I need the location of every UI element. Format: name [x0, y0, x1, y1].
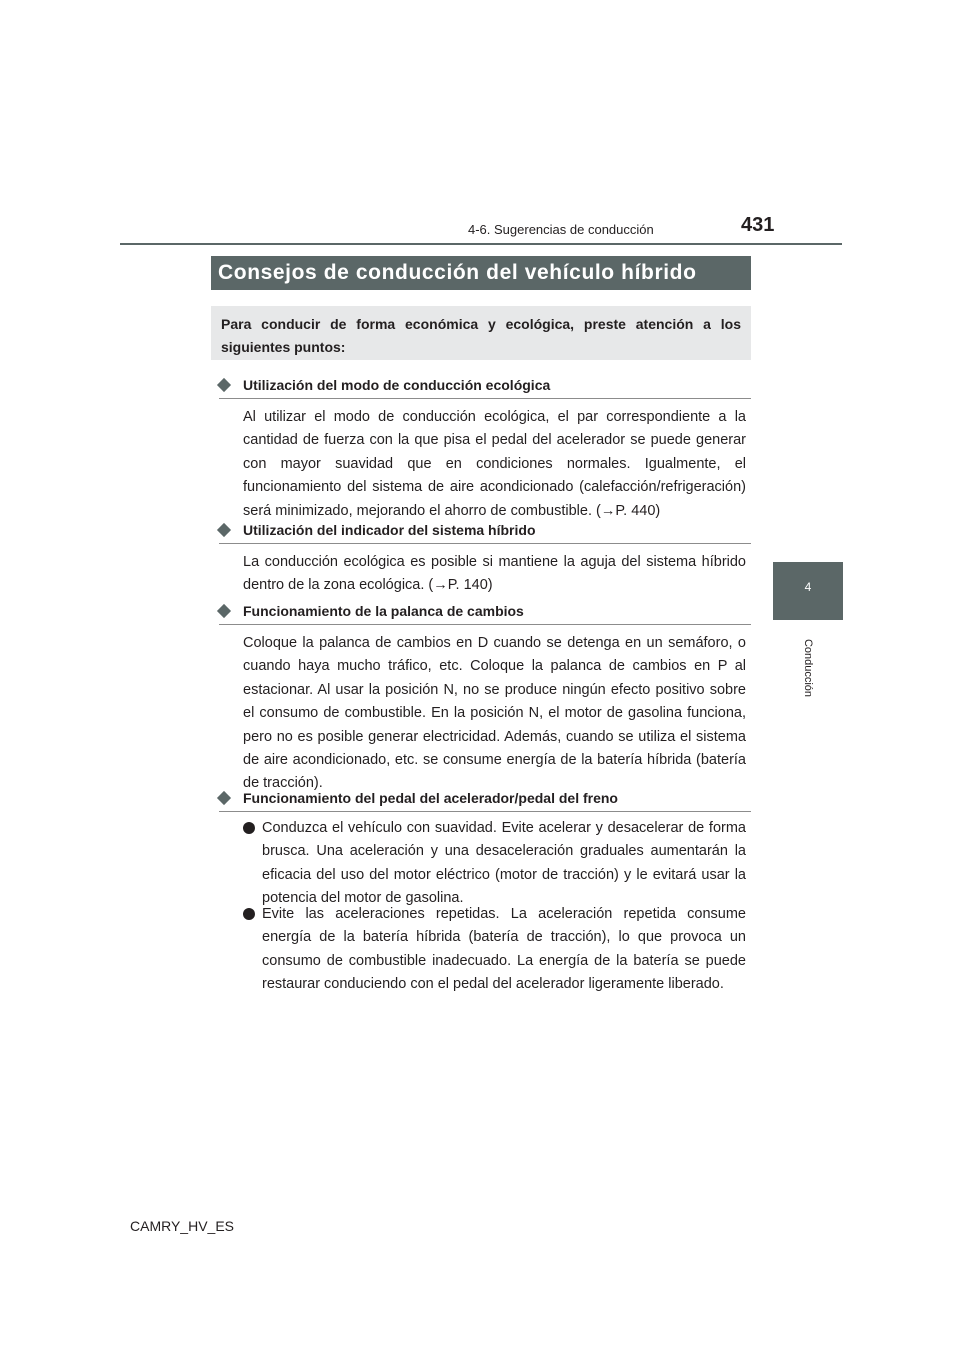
diamond-bullet-icon [217, 378, 231, 392]
intro-box [211, 306, 751, 360]
list-item [243, 817, 746, 911]
chapter-number: 4 [804, 580, 812, 594]
title-band [211, 256, 751, 290]
section-heading-hybrid-indicator [219, 521, 751, 544]
chapter-label [800, 632, 816, 712]
section-title: Funcionamiento de la palanca de cambios [243, 603, 524, 619]
list-item [243, 903, 746, 997]
section-title: Funcionamiento del pedal del acelerador/pedal del freno [243, 790, 618, 806]
section-heading-shift-lever [219, 602, 751, 625]
section-title: Utilización del indicador del sistema híbrido [243, 522, 536, 538]
section-body-shift-lever: Coloque la palanca de cambios en D cuando se detenga en un semáforo, o cuando haya mucho tráfico, etc. Coloque la palanca de cambios en P al estacionar. Al usar la posición N, no se produce ningún efecto positivo sobre el consumo de combustible. En la posición N, el motor de gasolina funciona, pero no es posible generar electricidad. Además, cuando se utiliza el sistema de aire acondicionado, etc. se consume energía de la batería híbrida (batería de tracción). [243, 635, 746, 792]
section-body-eco-mode: Al utilizar el modo de conducción ecológica, el par correspondiente a la cantidad de fuerza con la que pisa el pedal del acelerador se puede generar con mayor suavidad que en condiciones normales. Igualmente, el funcionamiento del sistema de aire acondicionado (calefacción/refrigeración) será minimizado, mejorando el ahorro de combustible. (→P. 440) [243, 409, 746, 519]
intro-text: Para conducir de forma económica y ecológica, preste atención a los siguientes puntos: [221, 316, 741, 355]
page-title: Consejos de conducción del vehículo híbrido [218, 261, 697, 284]
diamond-bullet-icon [217, 604, 231, 618]
chapter-tab [773, 562, 843, 620]
section-body-hybrid-indicator: La conducción ecológica es posible si mantiene la aguja del sistema híbrido dentro de la zona ecológica. (→P. 140) [243, 554, 746, 594]
list-item-text: Evite las aceleraciones repetidas. La aceleración repetida consume energía de la batería híbrida (batería de tracción), lo que provoca un consumo de combustible inadecuado. La energía de la batería se puede restaurar conduciendo con el pedal del acelerador ligeramente liberado. [262, 906, 746, 993]
section-title: Utilización del modo de conducción ecológica [243, 377, 551, 393]
section-heading-pedals [219, 789, 751, 812]
page-number: 431 [741, 214, 775, 236]
diamond-bullet-icon [217, 791, 231, 805]
diamond-bullet-icon [217, 523, 231, 537]
document-code: CAMRY_HV_ES [130, 1218, 235, 1234]
round-bullet-icon [243, 908, 255, 920]
chapter-label-text: Conducción [802, 638, 814, 698]
round-bullet-icon [243, 822, 255, 834]
section-heading-eco-mode [219, 376, 751, 399]
list-item-text: Conduzca el vehículo con suavidad. Evite acelerar y desacelerar de forma brusca. Una aceleración y una desaceleración graduales aumentarán la eficacia del uso del motor eléctrico (motor de tracción) y le evitará usar la potencia del motor de gasolina. [262, 820, 746, 907]
header-rule [120, 243, 842, 245]
header-section-title: 4-6. Sugerencias de conducción [468, 222, 654, 237]
